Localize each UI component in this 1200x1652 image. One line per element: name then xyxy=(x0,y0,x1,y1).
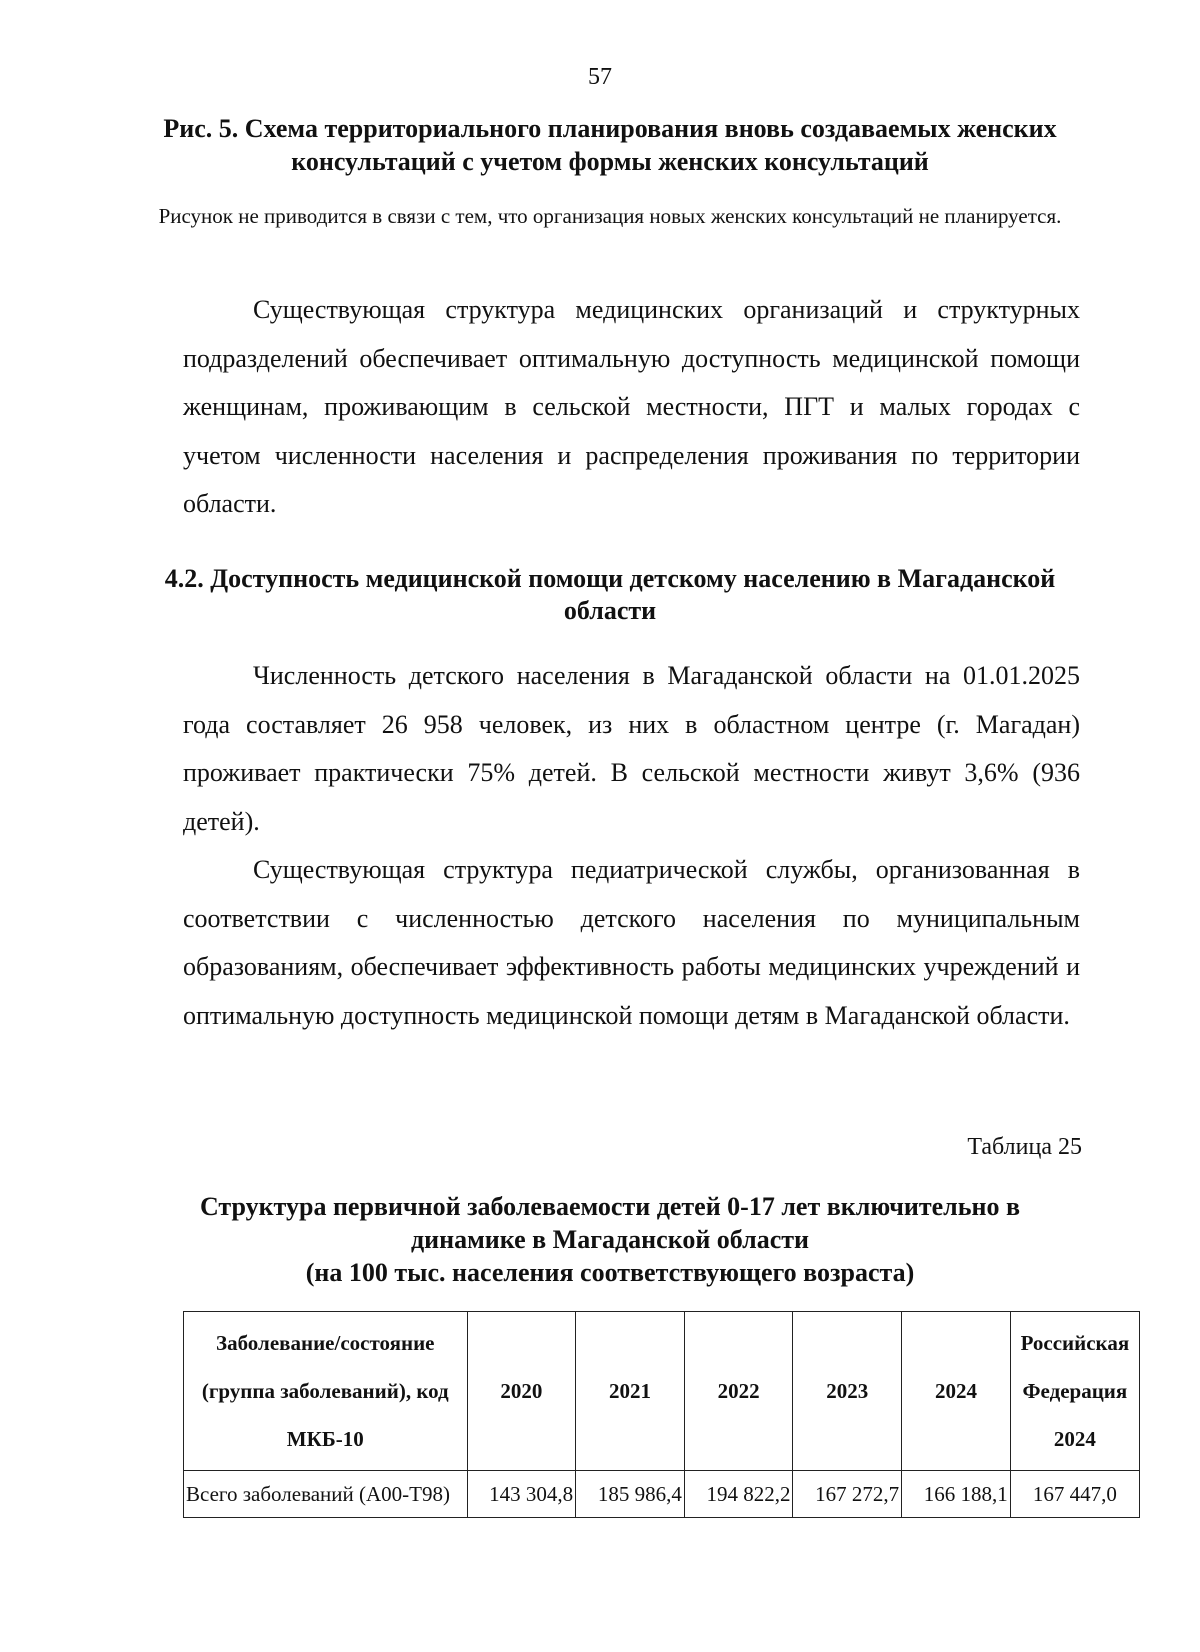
table-title-line-1: Структура первичной заболеваемости детей 0-17 лет включительно в xyxy=(199,1192,1021,1221)
table-header-row xyxy=(184,1312,1140,1471)
header-2020: 2020 xyxy=(467,1312,576,1471)
cell-disease: Всего заболеваний (А00-Т98) xyxy=(184,1471,468,1518)
header-disease: Заболевание/состояние (группа заболеваний), код МКБ-10 xyxy=(184,1312,468,1471)
header-2022: 2022 xyxy=(684,1312,793,1471)
figure-note: Рисунок не приводится в связи с тем, что организация новых женских консультаций не планируется. xyxy=(158,204,1062,228)
section-title: 4.2. Доступность медицинской помощи детскому населению в Магаданской области xyxy=(164,564,1056,625)
figure-title: Рис. 5. Схема территориального планирования вновь создаваемых женских консультаций с учетом формы женских консультаций xyxy=(163,114,1057,176)
paragraph-pediatric-service: Существующая структура педиатрической службы, организованная в соответствии с численностью детского населения по муниципальным образованиям, обеспечивает эффективность работы медицинских учреждений и оптимальную доступность медицинской помощи детям в Магаданской области. xyxy=(183,855,1080,1030)
paragraph-existing-structure: Существующая структура медицинских организаций и структурных подразделений обеспечивает оптимальную доступность медицинской помощи женщинам, проживающим в сельской местности, ПГТ и малых городах с учетом численности населения и распределения проживания по территории области. xyxy=(183,295,1080,518)
header-2023: 2023 xyxy=(793,1312,902,1471)
table-label: Таблица 25 xyxy=(967,1134,1082,1160)
cell-2020: 143 304,8 xyxy=(467,1471,576,1518)
header-2021: 2021 xyxy=(576,1312,685,1471)
cell-2022: 194 822,2 xyxy=(684,1471,793,1518)
cell-russian-federation: 167 447,0 xyxy=(1010,1471,1139,1518)
table-title-line-2: динамике в Магаданской области xyxy=(410,1225,810,1254)
cell-2024: 166 188,1 xyxy=(902,1471,1011,1518)
page-number: 57 xyxy=(588,64,612,90)
header-2024: 2024 xyxy=(902,1312,1011,1471)
paragraph-child-population: Численность детского населения в Магаданской области на 01.01.2025 года составляет 26 958 человек, из них в областном центре (г. Магадан) проживает практически 75% детей. В сельской местности живут 3,6% (936 детей). xyxy=(183,661,1080,836)
table-title-line-3: (на 100 тыс. населения соответствующего возраста) xyxy=(305,1258,915,1287)
table-row xyxy=(184,1471,1140,1518)
cell-2021: 185 986,4 xyxy=(576,1471,685,1518)
morbidity-table xyxy=(183,1311,1140,1518)
header-russian-federation-2024: Российская Федерация 2024 xyxy=(1010,1312,1139,1471)
cell-2023: 167 272,7 xyxy=(793,1471,902,1518)
table-title xyxy=(150,1190,1070,1289)
